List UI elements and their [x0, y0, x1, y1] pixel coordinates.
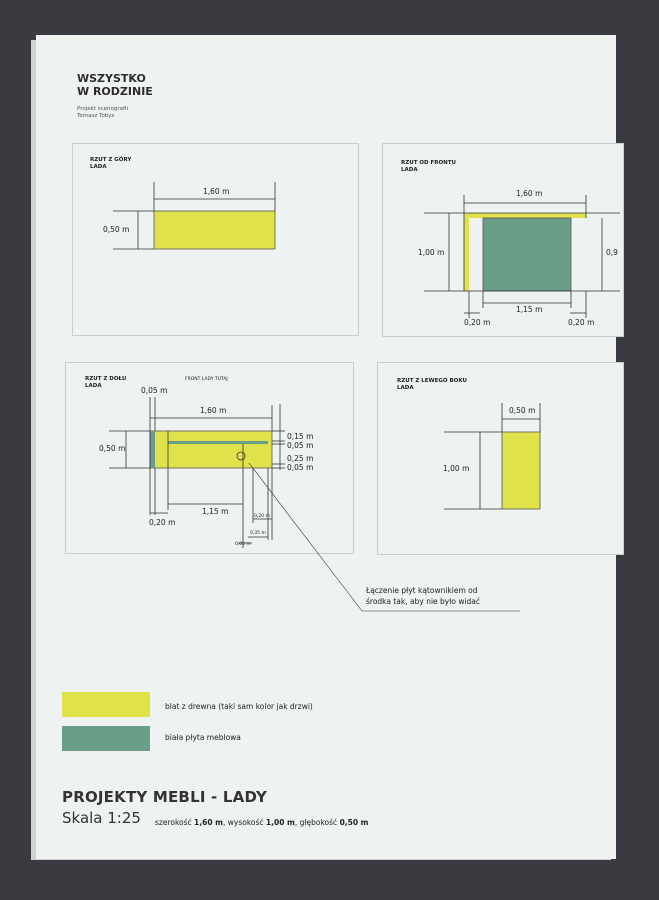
dims-depth: 0,50 m [339, 818, 369, 827]
sheet-dimensions [155, 818, 369, 827]
subtitle-line-2: Tomasz Tobys [77, 113, 115, 119]
bottom-s2-label: 0,35 m [250, 531, 266, 536]
side-view-title-2: LADA [397, 385, 414, 391]
bottom-s1-label: 0,20 m [254, 514, 270, 519]
top-depth-label: 0,50 m [103, 225, 130, 234]
top-view-drawing [113, 182, 275, 249]
bottom-topgap-label: 0,05 m [141, 386, 168, 395]
top-view-title-1: RZUT Z GÓRY [90, 157, 132, 163]
front-view-title-1: RZUT OD FRONTU [401, 160, 456, 166]
bottom-s3-label: 0,05 m [235, 542, 251, 547]
bottom-depth-label: 0,50 m [99, 444, 126, 453]
side-view-drawing [444, 403, 540, 509]
joint-note [366, 585, 526, 607]
bottom-left-label: 0,20 m [149, 518, 176, 527]
sheet-title: PROJEKTY MEBLI - LADY [62, 788, 268, 806]
top-width-label: 1,60 m [203, 187, 230, 196]
dims-height: 1,00 m [265, 818, 295, 827]
bottom-inner-label: 1,15 m [202, 507, 229, 516]
note-line-1: Łączenie płyt kątownikiem od [366, 586, 478, 595]
bottom-left-board [150, 431, 155, 468]
front-top-strip [464, 213, 586, 218]
bottom-view-drawing [109, 397, 285, 548]
front-left-panel [464, 213, 469, 291]
subtitle-line-1: Projekt scenografii [77, 106, 128, 112]
dims-prefix-width: szerokość [155, 818, 195, 827]
front-board [483, 218, 571, 291]
bottom-d2-label: 0,05 m [287, 441, 314, 450]
legend-swatch-wood [62, 692, 150, 717]
side-counter [502, 432, 540, 509]
top-view-counter [154, 211, 275, 249]
front-view-drawing [424, 195, 625, 318]
bottom-back-board [168, 441, 268, 444]
side-depth-label: 0,50 m [509, 406, 536, 415]
dims-prefix-depth: , głębokość [294, 818, 340, 827]
bottom-d1-label: 0,15 m [287, 432, 314, 441]
bottom-width-label: 1,60 m [200, 406, 227, 415]
front-inner-label: 1,15 m [516, 305, 543, 314]
front-height-label: 1,00 m [418, 248, 445, 257]
note-line-2: środka tak, aby nie było widać [366, 597, 481, 606]
front-right-label: 0,20 m [568, 318, 595, 327]
sheet-scale: Skala 1:25 [62, 809, 141, 827]
front-left-label: 0,20 m [464, 318, 491, 327]
front-width-label: 1,60 m [516, 189, 543, 198]
side-height-label: 1,00 m [443, 464, 470, 473]
top-view-title-2: LADA [90, 164, 107, 170]
bottom-view-title-2: LADA [85, 383, 102, 389]
bottom-view-title-1: RZUT Z DOŁU [85, 376, 127, 382]
front-note-label: FRONT LADY TUTAJ [185, 377, 228, 382]
title-line-1: WSZYSTKO [77, 72, 146, 85]
side-view-title-1: RZUT Z LEWEGO BOKU [397, 378, 467, 384]
dims-width: 1,60 m [194, 818, 223, 827]
bottom-d3-label: 0,25 m [287, 454, 314, 463]
legend-label-board: biała płyta meblowa [165, 733, 241, 742]
front-view-title-2: LADA [401, 167, 418, 173]
front-height2-label: 0,9 [606, 248, 618, 257]
title-line-2: W RODZINIE [77, 85, 153, 98]
dims-prefix-height: , wysokość [222, 818, 266, 827]
bottom-d4-label: 0,05 m [287, 463, 314, 472]
legend-swatch-board [62, 726, 150, 751]
legend-label-wood: blat z drewna (taki sam kolor jak drzwi) [165, 702, 313, 711]
